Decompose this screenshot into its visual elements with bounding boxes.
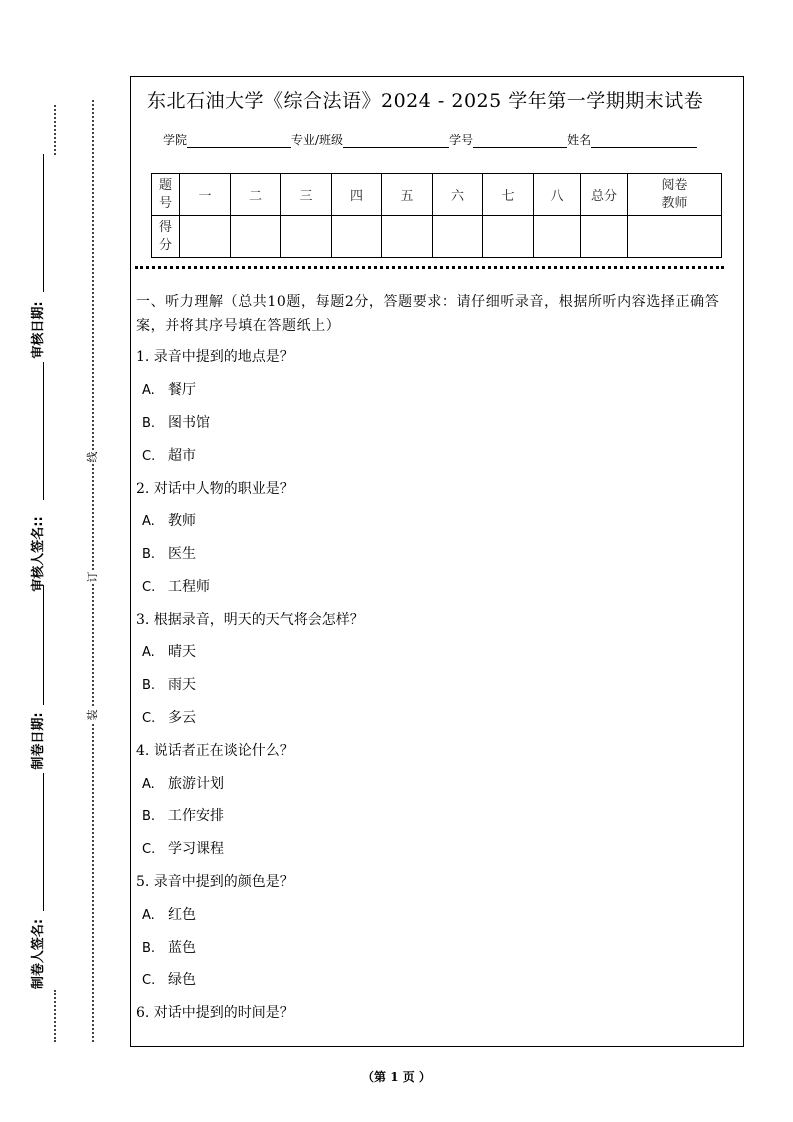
score-cell[interactable] <box>231 216 281 258</box>
score-cell[interactable] <box>281 216 332 258</box>
col-6: 六 <box>433 174 483 216</box>
maker-signature-label: 制卷人签名: <box>31 918 46 990</box>
question-5: 5. 录音中提到的颜色是？ <box>136 874 294 890</box>
option-5a: A. 红色 <box>142 907 196 923</box>
option-5b: B. 蓝色 <box>142 940 196 956</box>
col-total: 总分 <box>581 174 628 216</box>
reviewer-cell[interactable] <box>628 216 722 258</box>
question-6: 6. 对话中提到的时间是？ <box>136 1005 294 1021</box>
margin-line-maker-signature <box>43 773 44 911</box>
margin-line-reviewer-date <box>43 154 44 292</box>
option-1b: B. 图书馆 <box>142 415 210 431</box>
major-blank <box>343 133 449 148</box>
margin-line-maker-date <box>43 585 44 705</box>
page-number: （第 1 页 ） <box>362 1070 431 1084</box>
question-2: 2. 对话中人物的职业是？ <box>136 481 294 497</box>
option-5c: C. 绿色 <box>142 972 196 988</box>
dotted-separator <box>135 266 724 269</box>
exam-title: 东北石油大学《综合法语》2024 - 2025 学年第一学期期末试卷 <box>147 90 704 112</box>
reviewer-label: 阅卷 教师 <box>628 174 722 216</box>
question-1: 1. 录音中提到的地点是？ <box>136 349 294 365</box>
name-blank <box>591 133 697 148</box>
score-label: 得 分 <box>152 216 180 258</box>
option-3a: A. 晴天 <box>142 644 196 660</box>
score-table-header-row <box>152 174 722 216</box>
college-label: 学院 <box>163 133 188 147</box>
score-cell[interactable] <box>433 216 483 258</box>
col-3: 三 <box>281 174 332 216</box>
option-2a: A. 教师 <box>142 513 196 529</box>
binding-mark-order: 订 <box>86 571 99 583</box>
student-id-blank <box>473 133 567 148</box>
maker-date-label: 制卷日期: <box>31 712 46 770</box>
col-5: 五 <box>382 174 433 216</box>
option-2b: B. 医生 <box>142 546 196 562</box>
col-8: 八 <box>534 174 581 216</box>
option-3c: C. 多云 <box>142 710 196 726</box>
option-1a: A. 餐厅 <box>142 382 196 398</box>
question-3: 3. 根据录音，明天的天气将会怎样？ <box>136 612 364 628</box>
col-4: 四 <box>332 174 382 216</box>
option-2c: C. 工程师 <box>142 579 210 595</box>
score-cell[interactable] <box>332 216 382 258</box>
binding-mark-mount: 装 <box>86 709 99 721</box>
score-cell-total[interactable] <box>581 216 628 258</box>
section-listening <box>136 290 740 1021</box>
col-2: 二 <box>231 174 281 216</box>
score-cell[interactable] <box>180 216 231 258</box>
question-number-label: 题 号 <box>152 174 180 216</box>
score-cell[interactable] <box>534 216 581 258</box>
score-cell[interactable] <box>483 216 534 258</box>
option-3b: B. 雨天 <box>142 677 196 693</box>
score-cell[interactable] <box>382 216 433 258</box>
option-4c: C. 学习课程 <box>142 841 224 857</box>
reviewer-date-label: 审核日期: <box>31 301 46 359</box>
section-intro: 一、听力理解（总共10题，每题2分，答题要求：请仔细听录音，根据所听内容选择正确答案，并将其序号填在答题纸上） <box>136 294 720 334</box>
score-table <box>151 173 722 258</box>
question-4: 4. 说话者正在谈论什么？ <box>136 743 294 759</box>
reviewer-signature-label: 审核人签名:: <box>31 516 46 592</box>
margin-line-reviewer-signature <box>43 362 44 500</box>
major-label: 专业/班级 <box>291 133 344 147</box>
student-id-label: 学号 <box>449 133 474 147</box>
name-label: 姓名 <box>567 133 592 147</box>
student-info-row <box>163 131 697 148</box>
option-4a: A. 旅游计划 <box>142 776 224 792</box>
margin-dots-bottom <box>54 990 56 1042</box>
col-7: 七 <box>483 174 534 216</box>
option-4b: B. 工作安排 <box>142 808 224 824</box>
col-1: 一 <box>180 174 231 216</box>
option-1c: C. 超市 <box>142 448 196 464</box>
college-blank <box>187 133 291 148</box>
binding-mark-line: 线 <box>86 451 99 463</box>
score-table-score-row <box>152 216 722 258</box>
